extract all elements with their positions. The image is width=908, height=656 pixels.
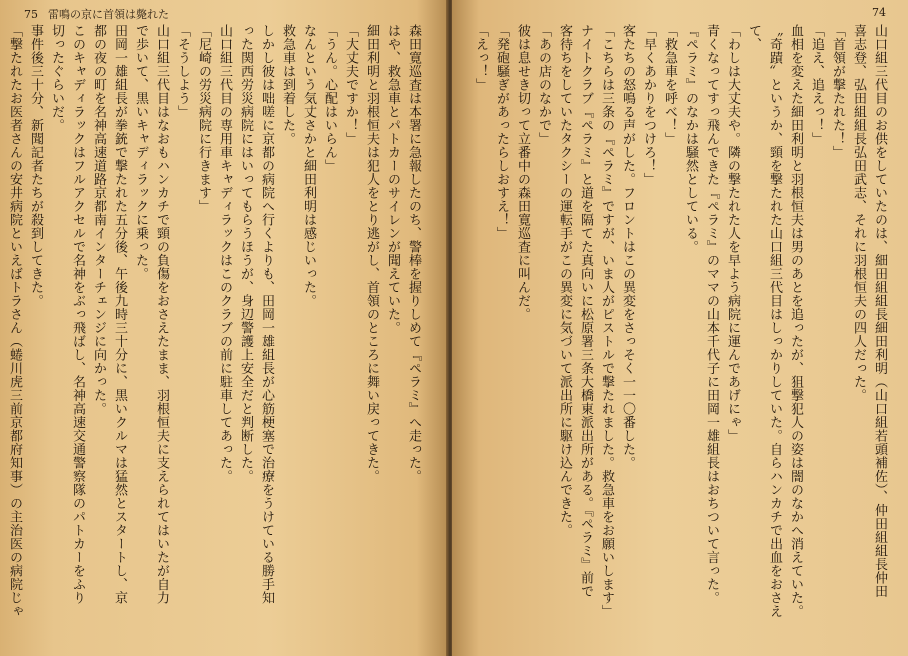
left-page bbox=[0, 0, 448, 656]
text-line: 彼は息せき切って立番中の森田寛巡査に叫んだ。 bbox=[515, 24, 530, 321]
text-line: はや、救急車とパトカーのサイレンが聞えていた。 bbox=[385, 24, 400, 335]
right-page-text bbox=[470, 24, 890, 644]
text-line: 「わしは大丈夫や。隣の撃たれた人を早よう病院に運んであげにゃ」 bbox=[725, 24, 740, 443]
text-line: 「あの店のなかで」 bbox=[536, 24, 551, 146]
left-page-text bbox=[7, 24, 424, 644]
text-line: 「救急車を呼べ！」 bbox=[662, 24, 677, 146]
text-line: 「大丈夫ですか！」 bbox=[343, 24, 358, 146]
text-line: 「そうしよう」 bbox=[175, 24, 190, 119]
text-line: った関西労災病院にはいってもらうほうが、身辺警護上安全だと判断した。 bbox=[238, 24, 253, 483]
text-line: 山口組三代目のお供をしていたのは、細田組組長細田利明（山口組若頭補佐）、仲田組組長仲田 bbox=[872, 24, 887, 598]
text-line: 「早くあかりをつけろ！」 bbox=[641, 24, 656, 186]
text-line: 森田寛巡査は本署に急報したのち、警棒を握りしめて『ペラミ』へ走った。 bbox=[406, 24, 421, 483]
text-line: 「首領が撃たれた！」 bbox=[830, 24, 845, 159]
text-line: て、 bbox=[746, 24, 761, 51]
left-page-header bbox=[24, 6, 169, 22]
text-line: 都の夜の町を名神高速道路京都南インターチェンジに向かった。 bbox=[91, 24, 106, 416]
text-line: 「えっ！」 bbox=[473, 24, 488, 92]
text-line: で歩いて、黒いキャディラックに乗った。 bbox=[133, 24, 148, 281]
text-line: 「こちらは三条の『ペラミ』ですが、いま人がピストルで撃たれました。救急車をお願いします」 bbox=[599, 24, 614, 618]
text-line: 「うん。心配はいらん」 bbox=[322, 24, 337, 173]
text-line: ナイトクラブ『ペラミ』と道を隔てた真向いに松原署三条大橋東派出所がある。『ペラミ』前で bbox=[578, 24, 593, 598]
text-line: 青くなってすっ飛んできた『ペラミ』のママの山本千代子に田岡一雄組長はおちついて言った。 bbox=[704, 24, 719, 605]
text-line: 救急車は到着した。 bbox=[280, 24, 295, 146]
text-line: 客たちの怒鳴る声がした。フロントはこの異変をさっそく一一〇番した。 bbox=[620, 24, 635, 470]
text-line: 喜志登、弘田組組長弘田武志、それに羽根恒夫の四人だった。 bbox=[851, 24, 866, 402]
text-line: 血相を変えた細田利明と羽根恒夫は男のあとを追ったが、狙撃犯人の姿は闇のなかへ消えていた。 bbox=[788, 24, 803, 618]
running-head: 雷鳴の京に首領は斃れた bbox=[48, 8, 169, 21]
text-line: 『ペラミ』のなかは騒然としている。 bbox=[683, 24, 698, 254]
text-line: 山口組三代目の専用車キャディラックはこのクラブの前に駐車してあった。 bbox=[217, 24, 232, 483]
text-line: 切ったぐらいだ。 bbox=[49, 24, 64, 132]
text-line: 〝奇蹟〟というか、頸を撃たれた山口組三代目はしっかりしていた。自らハンカチで出血をおさえ bbox=[767, 24, 782, 618]
text-line: このキャディラックはフルアクセルで名神をぶっ飛ばし、名神高速交通警察隊のパトカーをふり bbox=[70, 24, 85, 605]
text-line: 「発砲騒ぎがあったらしおすえ！」 bbox=[494, 24, 509, 240]
text-line: 事件後三十分、新聞記者たちが殺到してきた。 bbox=[28, 24, 43, 308]
text-line: しかし彼は咄嗟に京都の病院へ行くよりも、田岡一雄組長が心筋梗塞で治療をうけている勝手知 bbox=[259, 24, 274, 605]
text-line: 山口組三代目はなおもハンカチで頸の負傷をおさえたまま、羽根恒夫に支えられてはいたが自力 bbox=[154, 24, 169, 605]
text-line: 「撃たれたお医者さんの安井病院といえばトラさん（蜷川虎三前京都府知事）の主治医の病院じゃ bbox=[7, 24, 22, 618]
text-line: 田岡一雄組長が拳銃で撃たれた五分後、午後九時三十分に、黒いクルマは猛然とスタートし、京 bbox=[112, 24, 127, 605]
text-line: 「尼崎の労災病院に行きます」 bbox=[196, 24, 211, 213]
text-line: 「追え、追えっ！」 bbox=[809, 24, 824, 146]
text-line: 細田利明と羽根恒夫は犯人をとり逃がし、首領のところに舞い戻ってきた。 bbox=[364, 24, 379, 483]
text-line: なんという気丈さかと細田利明は感じいった。 bbox=[301, 24, 316, 308]
text-line: 客待ちをしていたタクシーの運転手がこの異変に気づいて派出所に駆け込んできた。 bbox=[557, 24, 572, 537]
left-page-number: 75 bbox=[24, 8, 38, 21]
right-page-number: 74 bbox=[872, 6, 886, 19]
right-page bbox=[452, 0, 908, 656]
